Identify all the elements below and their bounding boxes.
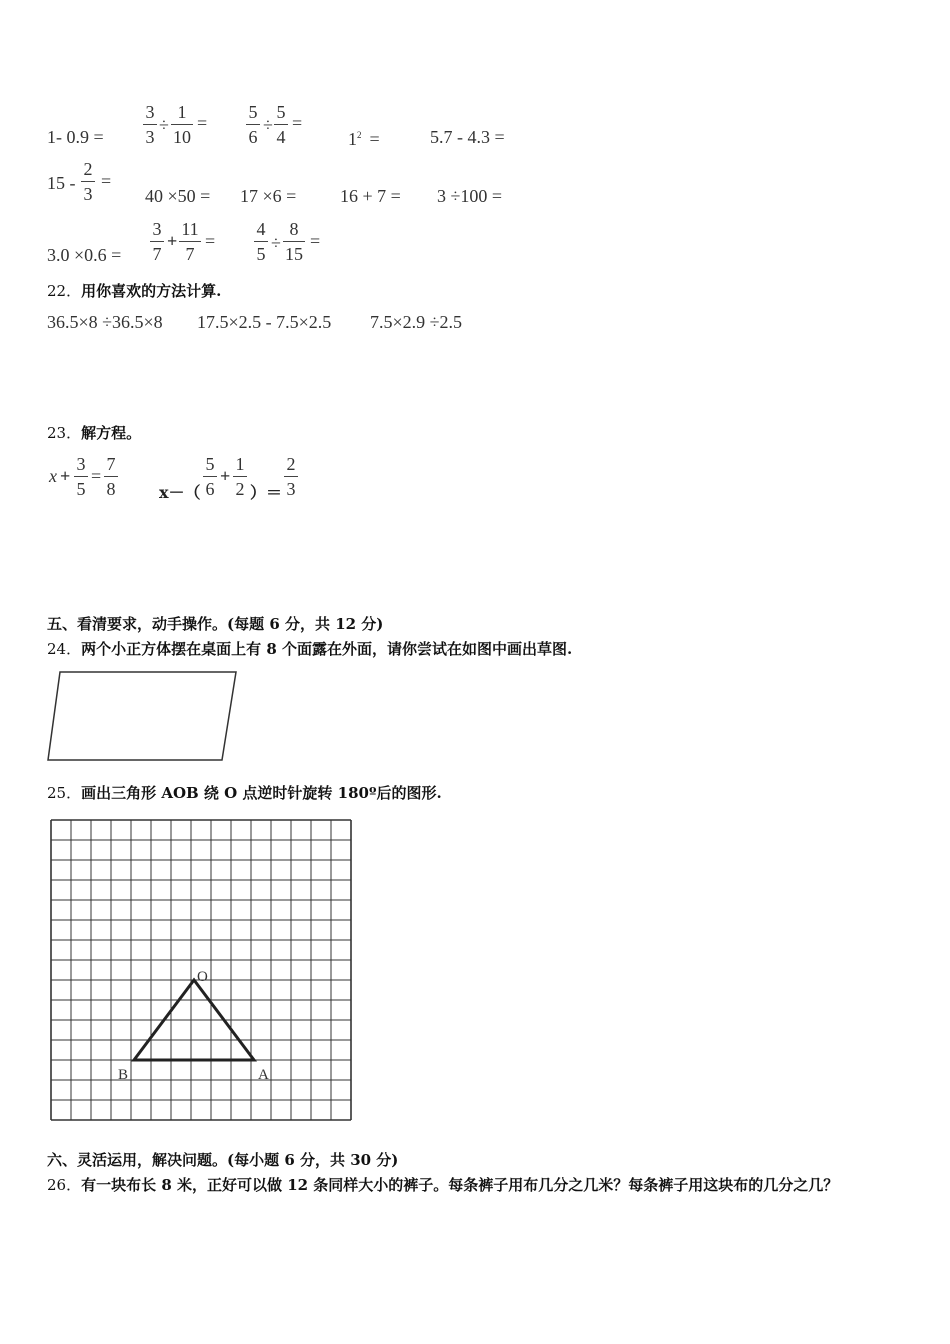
expr-15-minus: 15 - (47, 173, 76, 193)
parallelogram-figure (45, 670, 241, 764)
expr-1-minus-0.9: 1- 0.9 = (47, 127, 104, 147)
fraction: 3 7 (150, 218, 164, 265)
fraction: 1 2 (233, 453, 247, 500)
question-24: 24．两个小正方体摆在桌面上有 8 个面露在外面，请你尝试在如图中画出草图. (47, 640, 573, 658)
equals-sign: = (197, 113, 208, 133)
grid-figure (48, 817, 356, 1123)
label-b: B (118, 1067, 129, 1083)
question-23: 23．解方程。 (47, 424, 142, 442)
expr-3.0x0.6: 3.0 ×0.6 = (47, 245, 122, 265)
equals-sign: = (205, 231, 216, 251)
divide-sign: ÷ (271, 233, 281, 253)
question-26: 26．有一块布长 8 米，正好可以做 12 条同样大小的裤子。每条裤子用布几分之几米？每条裤子用这块布的几分之几？ (47, 1176, 839, 1194)
plus-sign: + (167, 231, 178, 251)
equals-sign: = (91, 466, 102, 486)
fraction: 8 15 (285, 219, 303, 264)
question-25-text: 画出三角形 AOB 绕 O 点逆时针旋转 180º后的图形. (81, 784, 442, 802)
calc-item-1: 36.5×8 ÷36.5×8 (47, 312, 163, 332)
label-o: O (197, 969, 208, 985)
fraction: 5 6 (203, 453, 217, 500)
section-6-title: 六、灵活运用，解决问题。(每小题 6 分，共 30 分) (47, 1151, 399, 1169)
divide-sign: ÷ (263, 115, 273, 135)
calc-item-2: 17.5×2.5 - 7.5×2.5 (197, 312, 332, 332)
fraction: 2 3 (81, 158, 95, 205)
equals-sign: = (101, 171, 112, 191)
fraction: 5 4 (274, 101, 288, 148)
divide-sign: ÷ (159, 115, 169, 135)
question-26-text: 有一块布长 8 米，正好可以做 12 条同样大小的裤子。每条裤子用布几分之几米？每条裤子用这块布的几分之几？ (81, 1176, 839, 1194)
power-expression: $1^2$ = (348, 129, 380, 149)
fraction: 2 3 (284, 453, 298, 500)
equals-sign: = (310, 231, 321, 251)
fraction: 1 10 (173, 102, 191, 147)
expr-40x50: 40 ×50 = (145, 186, 211, 206)
fraction: 4 5 (254, 218, 268, 265)
fraction: 3 5 (74, 453, 88, 500)
expr-16-plus-7: 16 + 7 = (340, 186, 401, 206)
equals-sign: = (292, 113, 303, 133)
question-23-text: 解方程。 (81, 424, 142, 442)
expr-3-div-100: 3 ÷100 = (437, 186, 503, 206)
section-5-title: 五、看清要求，动手操作。(每题 6 分，共 12 分) (47, 615, 384, 633)
plus-sign: + (220, 466, 231, 486)
expr-17x6: 17 ×6 = (240, 186, 297, 206)
plus-sign: + (60, 466, 71, 486)
question-22-text: 用你喜欢的方法计算. (81, 282, 222, 300)
fraction: 5 6 (246, 101, 260, 148)
calc-item-3: 7.5×2.9 ÷2.5 (370, 312, 463, 332)
question-24-text: 两个小正方体摆在桌面上有 8 个面露在外面，请你尝试在如图中画出草图. (81, 640, 573, 658)
fraction: 3 3 (143, 101, 157, 148)
fraction: 11 7 (179, 218, 201, 265)
label-a: A (258, 1067, 269, 1083)
expr-5.7-minus-4.3: 5.7 - 4.3 = (430, 127, 505, 147)
fraction: 7 8 (104, 453, 118, 500)
question-25: 25．画出三角形 AOB 绕 O 点逆时针旋转 180º后的图形. (47, 784, 442, 802)
question-22: 22．用你喜欢的方法计算. (47, 282, 222, 300)
